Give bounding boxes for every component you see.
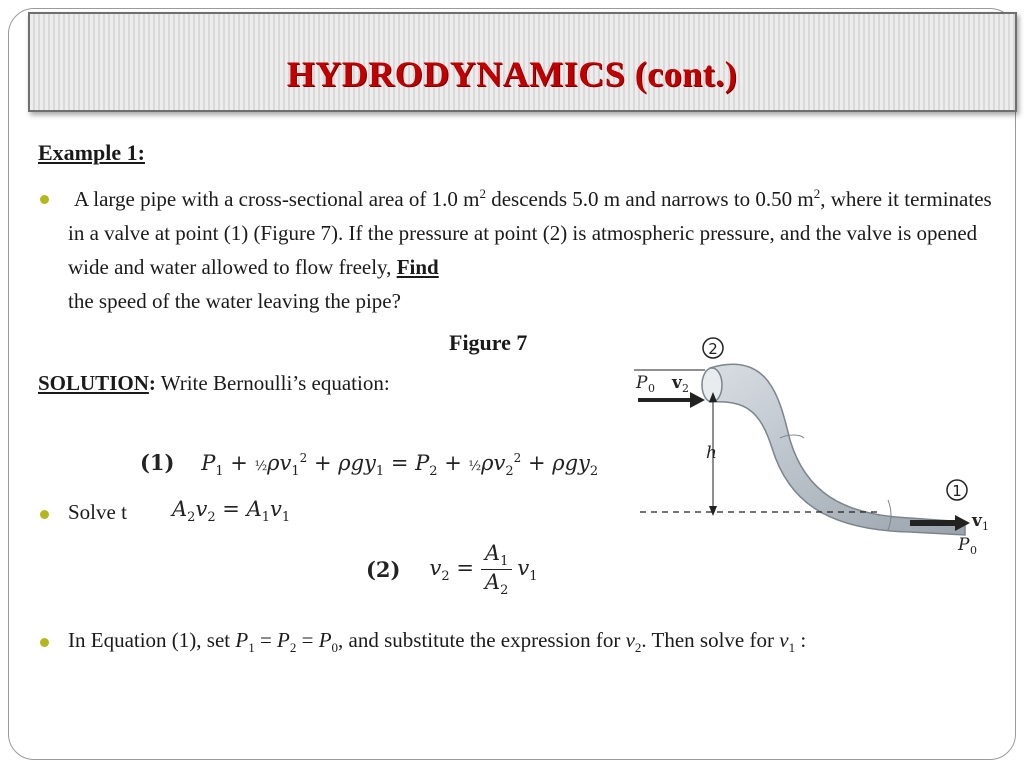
problem-text-3: , where it terminates in a valve at point (1) (Figure 7). If the pressure at point (2) is atmospheric pressure, and the valve is opened wide and water allowed to flow freely, [68,187,992,279]
find-keyword: Find [396,255,439,279]
problem-paragraph [68,182,1008,318]
svg-text:2: 2 [682,382,689,395]
point-1-label: 1 [952,482,962,500]
v1-label: v [972,511,982,531]
eq2-number: (2) [366,557,401,583]
figure-label: Figure 7 [449,330,528,355]
superscript: 2 [479,186,486,201]
solve-text: Solve t [68,500,127,524]
superscript: 2 [813,186,821,201]
solution-label: SOLUTION [38,371,149,395]
example-label: Example 1: [38,140,145,165]
bullet-icon [40,638,49,647]
instruction-line: In Equation (1), set $P_1 = P_2 = P_0$, and substitute the expression for $v_2$. Then solve for $v_1$ : [68,628,807,656]
eq1-number: (1) [140,450,175,475]
height-label: h [706,443,717,463]
pipe-diagram [620,330,1000,560]
equation-2: (2) $v_2$ = $A_1$ $A_2$ $v_1$ [366,541,538,599]
pipe-body [710,364,965,535]
equation-1: (1) $P_1$ + $\frac{1}{2}\rho v_1^2 + \rho gy_1 = P_2$ + $\frac{1}{2}\rho v_2^2 + \rho gy_2$ [140,450,599,480]
continuity-equation: $A_2v_2 = A_1v_1$ [172,497,291,526]
slide-title: HYDRODYNAMICS (cont.) [286,54,738,94]
problem-text-4: the speed of the water leaving the pipe? [68,289,401,313]
solution-colon: : [148,371,156,395]
solution-line [38,371,390,396]
solution-text: Write Bernoulli’s equation: [160,371,390,395]
bullet-icon [40,510,49,519]
point-2-label: 2 [708,340,718,358]
p0-label-top: P [636,373,648,393]
svg-text:0: 0 [970,544,977,557]
p0-label-bottom: P [958,535,970,555]
svg-text:1: 1 [982,520,989,533]
svg-text:0: 0 [648,382,655,395]
problem-text-2: descends 5.0 m and narrows to 0.50 m [485,187,814,211]
bullet-icon [40,195,49,204]
v2-label: v [672,373,682,393]
problem-text-1: A large pipe with a cross-sectional area of 1.0 m [74,187,480,211]
